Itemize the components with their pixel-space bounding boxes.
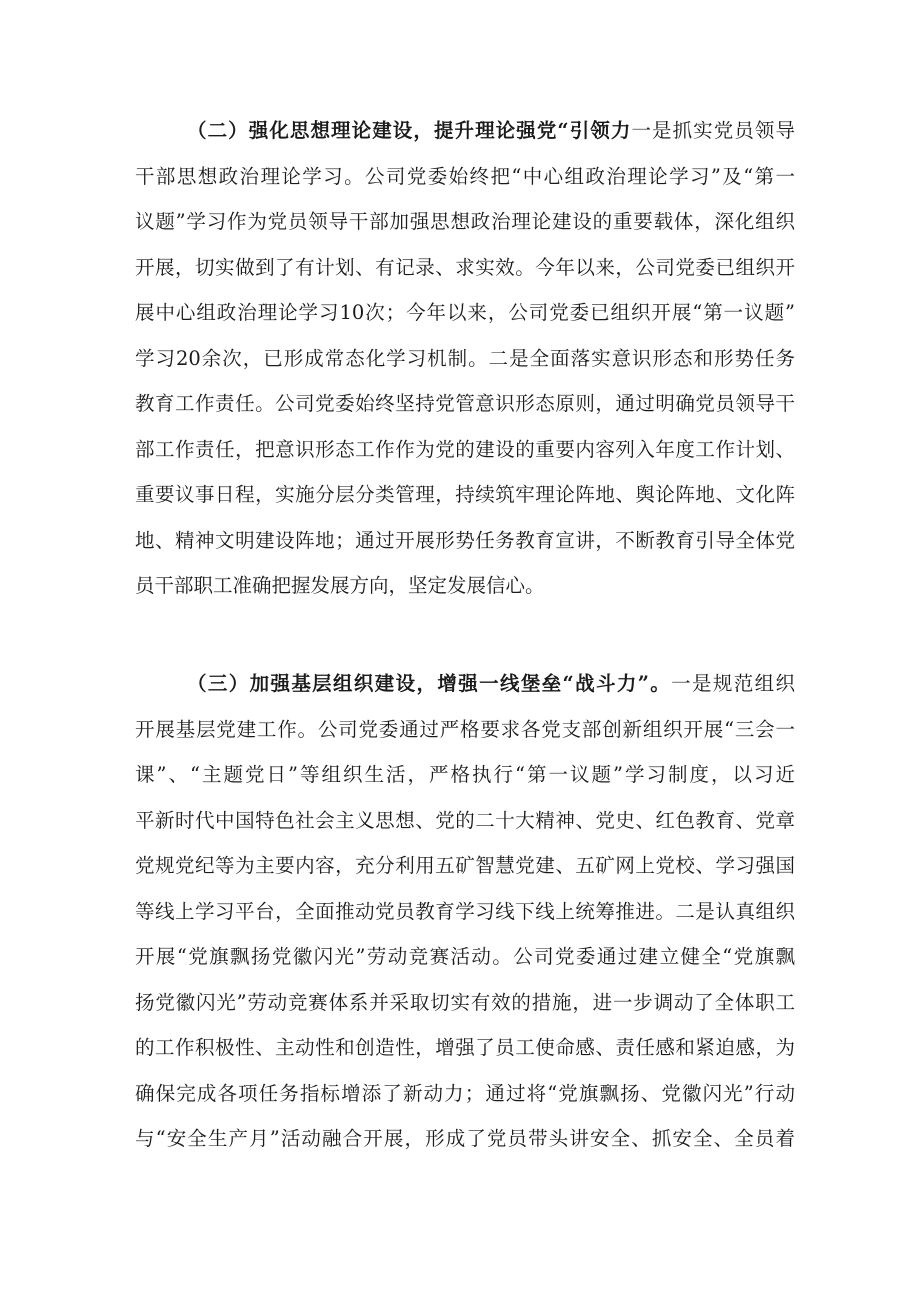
paragraph-line: 员干部职工准确把握发展方向，坚定发展信心。 (135, 574, 545, 597)
paragraph-line: 的工作积极性、主动性和创造性，增强了员工使命感、责任感和紧迫感，为 (135, 1036, 795, 1059)
paragraph-line: 教育工作责任。公司党委始终坚持党管意识形态原则，通过明确党员领导干 (135, 392, 795, 415)
paragraph-text: 一是抓实党员领导 (631, 119, 795, 142)
paragraph-line: 等线上学习平台，全面推动党员教育学习线下线上统筹推进。二是认真组织 (135, 899, 795, 923)
paragraph-line: 确保完成各项任务指标增添了新动力；通过将“党旗飘扬、党徽闪光”行动 (135, 1081, 795, 1105)
paragraph-line: 重要议事日程，实施分层分类管理，持续筑牢理论阵地、舆论阵地、文化阵 (135, 483, 795, 506)
paragraph-line: 平新时代中国特色社会主义思想、党的二十大精神、党史、红色教育、党章 (135, 808, 795, 832)
paragraph-text: 一是规范组织 (671, 672, 795, 695)
paragraph-line: 干部思想政治理论学习。公司党委始终把“中心组政治理论学习”及“第一 (135, 164, 795, 188)
section-heading: （三）加强基层组织建设，增强一线堡垒“战斗力”。 (187, 672, 672, 695)
section-heading: （二）强化思想理论建设，提升理论强党“引领力 (187, 119, 632, 142)
paragraph-3 (135, 661, 795, 1162)
paragraph-first-line (135, 108, 795, 154)
paragraph-line: 部工作责任，把意识形态工作作为党的建设的重要内容列入年度工作计划、 (135, 437, 795, 461)
paragraph-line: 扬党徽闪光”劳动竞赛体系并采取切实有效的措施，进一步调动了全体职工 (135, 990, 795, 1014)
paragraph-line: 开展，切实做到了有计划、有记录、求实效。今年以来，公司党委已组织开 (135, 255, 795, 279)
paragraph-line: 党规党纪等为主要内容，充分利用五矿智慧党建、五矿网上党校、学习强国 (135, 854, 795, 877)
paragraph-line: 开展“党旗飘扬党徽闪光”劳动竞赛活动。公司党委通过建立健全“党旗飘 (135, 945, 795, 968)
paragraph-line: 学习20余次，已形成常态化学习机制。二是全面落实意识形态和形势任务 (135, 346, 795, 370)
paragraph-line: 地、精神文明建设阵地；通过开展形势任务教育宣讲，不断教育引导全体党 (135, 528, 795, 552)
paragraph-line: 展中心组政治理论学习10次；今年以来，公司党委已组织开展“第一议题” (135, 301, 795, 324)
paragraph-line: 开展基层党建工作。公司党委通过严格要求各党支部创新组织开展“三会一 (135, 717, 795, 741)
paragraph-line: 与“安全生产月”活动融合开展，形成了党员带头讲安全、抓安全、全员着 (135, 1127, 795, 1150)
paragraph-line: 议题”学习作为党员领导干部加强思想政治理论建设的重要载体，深化组织 (135, 210, 795, 233)
paragraph-2 (135, 108, 795, 609)
paragraph-first-line (135, 661, 795, 707)
paragraph-line: 课”、“主题党日”等组织生活，严格执行“第一议题”学习制度，以习近 (135, 763, 795, 786)
